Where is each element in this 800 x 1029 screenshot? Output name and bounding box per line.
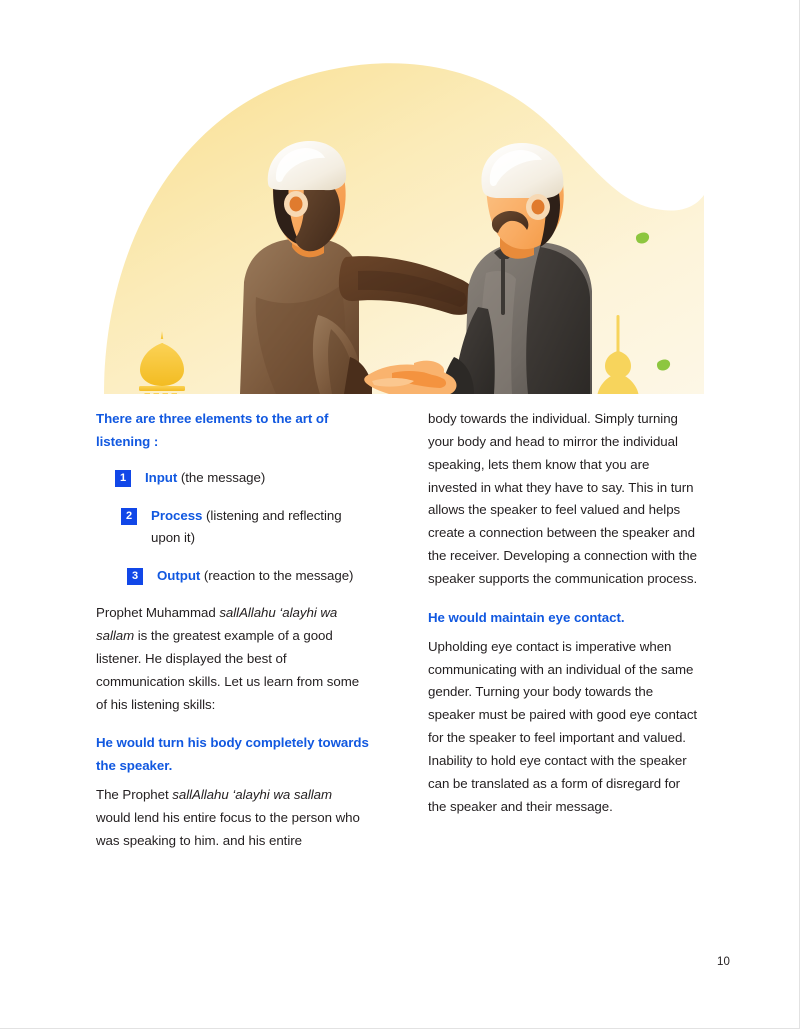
left-p2-arabic-honorific: sallAllahu ‘alayhi wa sallam [172,787,332,803]
left-p1-part-b: is the greatest example of a good listener. He displayed the best of communication skills. Let us learn from some of his listening skills: [96,628,360,712]
list-item [96,565,370,588]
list-item-keyword: Process [151,507,203,523]
list-item [96,467,370,490]
left-p2-part-a: The Prophet [96,787,173,803]
list-item-text [151,505,370,551]
list-item-rest: (reaction to the message) [200,568,354,584]
list-item-keyword: Output [157,568,201,584]
page-number: 10 [717,956,730,968]
left-subheading: He would turn his body completely towards the speaker. [96,735,369,774]
right-man-ear [526,194,550,220]
right-subheading: He would maintain eye contact. [428,609,625,625]
list-item-rest: (listening and reflecting upon it) [151,507,342,546]
right-column [428,408,702,835]
list-item-rest: (the message) [177,469,266,485]
left-column [96,408,370,869]
list-item-text [157,565,370,588]
right-paragraph-1: body towards the individual. Simply turning your body and head to mirror the individual speaking, lets them know that you are invested in what they have to say. This in turn allows the speaker to feel valued and helps create a connection between the speaker and the receiver. Developing a connection with the speaker supports the communication process. [428,411,698,587]
illustration-svg [96,57,704,394]
left-paragraph-1 [96,602,370,716]
left-man-ear [284,191,308,217]
list-badge-2: 2 [121,508,137,525]
hero-illustration [96,57,704,394]
list-item-keyword: Input [145,469,178,485]
list-badge-1: 1 [115,470,131,487]
left-paragraph-2 [96,784,370,853]
left-p1-arabic-honorific: sallAllahu ‘alayhi wa sallam [96,605,338,644]
list-item [96,505,370,551]
left-column-heading: There are three elements to the art of listening : [96,411,329,449]
three-elements-list [96,467,370,588]
list-item-text [145,467,370,490]
list-badge-3: 3 [127,568,143,585]
left-p2-part-b: would lend his entire focus to the person who was speaking to him. and his entire [96,810,360,848]
robe-placket [501,257,505,315]
left-p1-part-a: Prophet Muhammad [96,605,220,621]
right-paragraph-2: Upholding eye contact is imperative when communicating with an individual of the same gender. Turning your body towards the speaker must be paired with good eye contact for the speaker to feel important and valued. Inability to hold eye contact with the speaker can be translated as a form of disregard for the speaker and their message. [428,638,698,814]
